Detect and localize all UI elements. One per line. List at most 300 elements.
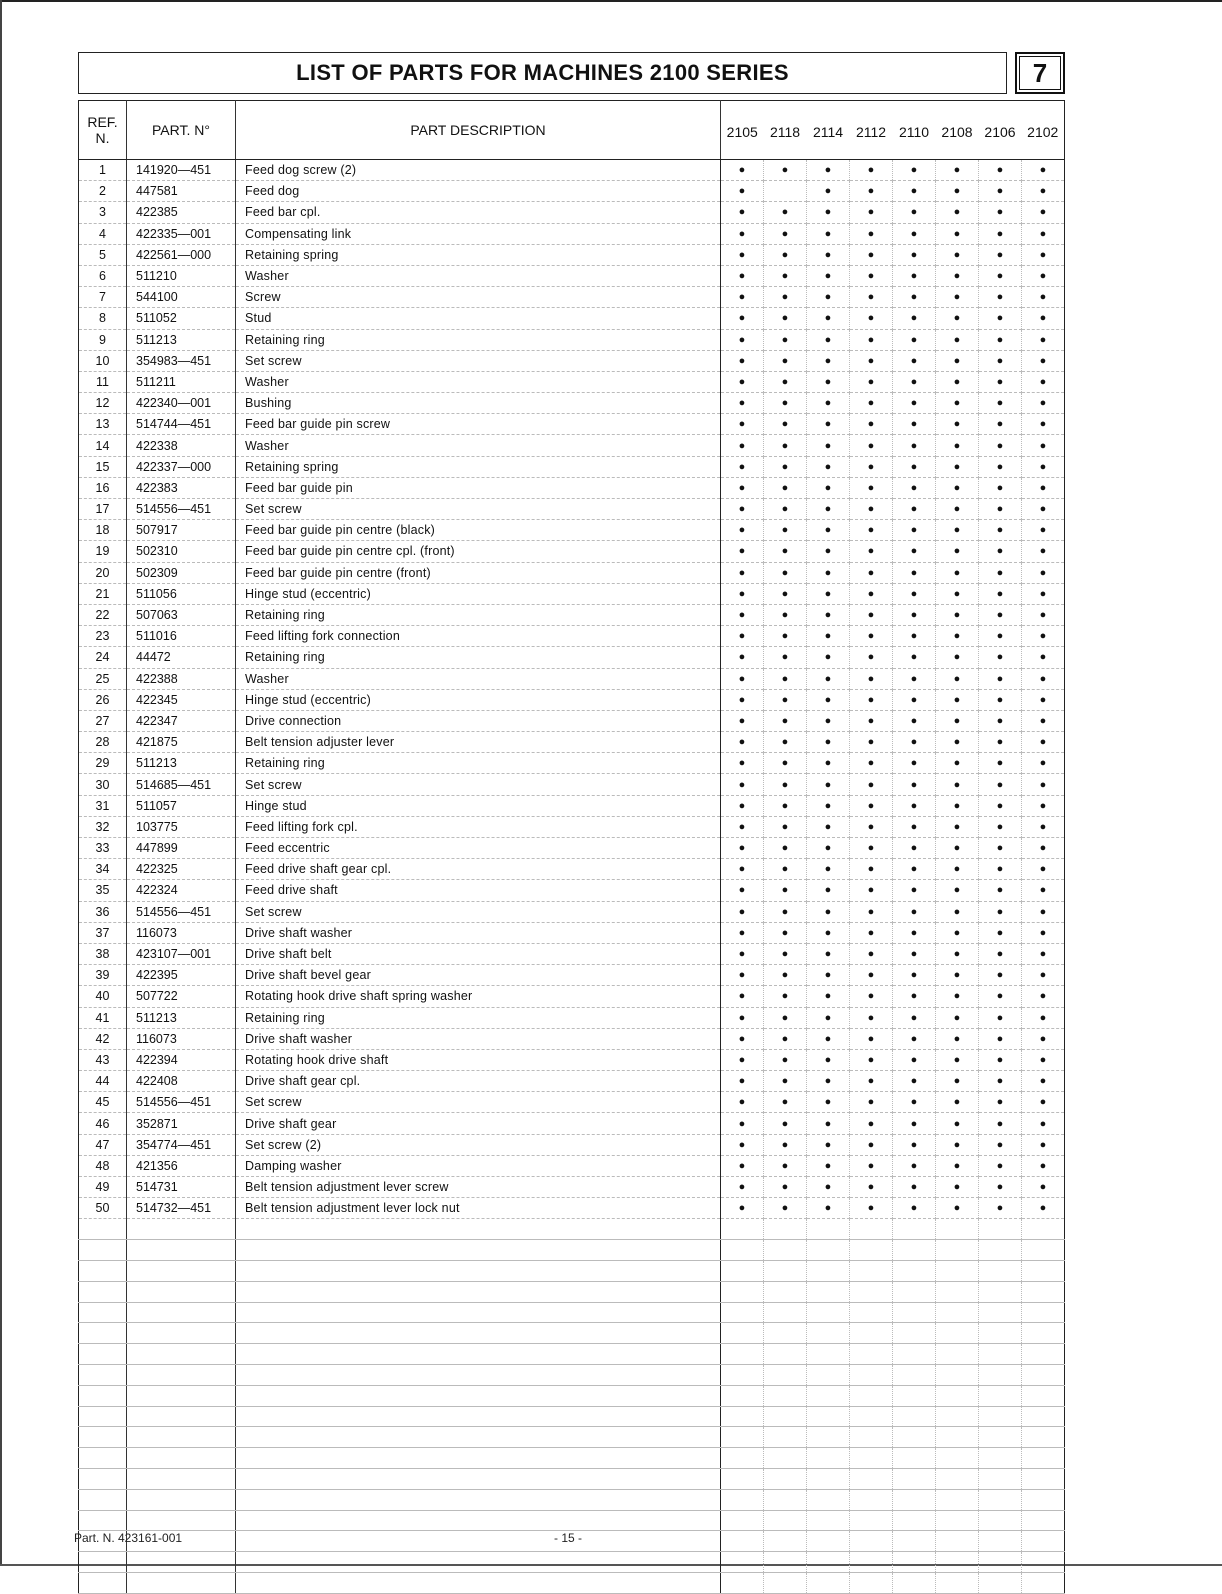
applicability-dot: ● bbox=[721, 1071, 764, 1092]
empty-cell bbox=[936, 1427, 979, 1448]
empty-cell bbox=[236, 1260, 721, 1281]
footer-page-number: - 15 - bbox=[554, 1531, 583, 1545]
applicability-dot: ● bbox=[721, 668, 764, 689]
description-cell: Damping washer bbox=[236, 1155, 721, 1176]
applicability-dot: ● bbox=[979, 880, 1022, 901]
empty-cell bbox=[79, 1323, 127, 1344]
applicability-dot: ● bbox=[893, 943, 936, 964]
empty-cell bbox=[764, 1468, 807, 1489]
applicability-dot: ● bbox=[850, 1028, 893, 1049]
table-row bbox=[79, 859, 1065, 880]
applicability-dot: ● bbox=[893, 244, 936, 265]
applicability-dot: ● bbox=[1022, 160, 1065, 181]
applicability-dot: ● bbox=[979, 393, 1022, 414]
part-number-cell: 447581 bbox=[127, 181, 236, 202]
applicability-dot: ● bbox=[764, 414, 807, 435]
table-row bbox=[79, 435, 1065, 456]
applicability-dot: ● bbox=[979, 181, 1022, 202]
part-number-cell: 421356 bbox=[127, 1155, 236, 1176]
applicability-dot: ● bbox=[893, 1134, 936, 1155]
ref-column-header bbox=[79, 101, 127, 160]
table-row bbox=[79, 1155, 1065, 1176]
empty-cell bbox=[79, 1448, 127, 1469]
applicability-dot: ● bbox=[893, 795, 936, 816]
applicability-dot: ● bbox=[807, 1071, 850, 1092]
applicability-dot: ● bbox=[979, 1049, 1022, 1070]
description-cell: Belt tension adjustment lever screw bbox=[236, 1177, 721, 1198]
applicability-dot: ● bbox=[979, 223, 1022, 244]
empty-cell bbox=[764, 1552, 807, 1573]
applicability-dot: ● bbox=[893, 499, 936, 520]
description-cell: Drive shaft gear bbox=[236, 1113, 721, 1134]
applicability-dot: ● bbox=[893, 1007, 936, 1028]
applicability-dot: ● bbox=[1022, 1007, 1065, 1028]
applicability-dot: ● bbox=[979, 838, 1022, 859]
applicability-dot: ● bbox=[1022, 371, 1065, 392]
applicability-dot: ● bbox=[807, 1113, 850, 1134]
table-row bbox=[79, 901, 1065, 922]
empty-cell bbox=[127, 1281, 236, 1302]
part-number-cell: 354774—451 bbox=[127, 1134, 236, 1155]
applicability-dot: ● bbox=[1022, 181, 1065, 202]
applicability-dot: ● bbox=[936, 1071, 979, 1092]
part-number-cell: 511056 bbox=[127, 583, 236, 604]
applicability-dot: ● bbox=[721, 1113, 764, 1134]
description-cell: Washer bbox=[236, 668, 721, 689]
applicability-dot: ● bbox=[764, 753, 807, 774]
table-row bbox=[79, 943, 1065, 964]
ref-cell: 18 bbox=[79, 520, 127, 541]
ref-cell: 46 bbox=[79, 1113, 127, 1134]
applicability-dot: ● bbox=[850, 943, 893, 964]
table-row bbox=[79, 1028, 1065, 1049]
applicability-dot: ● bbox=[1022, 1028, 1065, 1049]
empty-cell bbox=[979, 1468, 1022, 1489]
empty-cell bbox=[721, 1572, 764, 1593]
empty-table-row bbox=[79, 1385, 1065, 1406]
applicability-dot: ● bbox=[807, 774, 850, 795]
empty-cell bbox=[764, 1240, 807, 1261]
empty-cell bbox=[893, 1572, 936, 1593]
empty-cell bbox=[236, 1448, 721, 1469]
empty-cell bbox=[1022, 1260, 1065, 1281]
applicability-dot: ● bbox=[850, 244, 893, 265]
applicability-dot: ● bbox=[807, 414, 850, 435]
ref-cell: 41 bbox=[79, 1007, 127, 1028]
empty-cell bbox=[236, 1219, 721, 1240]
empty-cell bbox=[979, 1510, 1022, 1531]
applicability-dot: ● bbox=[979, 774, 1022, 795]
empty-cell bbox=[236, 1427, 721, 1448]
applicability-dot: ● bbox=[1022, 414, 1065, 435]
applicability-dot: ● bbox=[1022, 265, 1065, 286]
empty-cell bbox=[893, 1448, 936, 1469]
applicability-dot: ● bbox=[936, 1177, 979, 1198]
table-row bbox=[79, 732, 1065, 753]
applicability-dot: ● bbox=[1022, 986, 1065, 1007]
empty-cell bbox=[979, 1406, 1022, 1427]
applicability-dot: ● bbox=[807, 371, 850, 392]
empty-cell bbox=[1022, 1302, 1065, 1323]
table-row bbox=[79, 202, 1065, 223]
part-number-cell: 421875 bbox=[127, 732, 236, 753]
ref-cell: 9 bbox=[79, 329, 127, 350]
applicability-dot: ● bbox=[721, 816, 764, 837]
applicability-dot: ● bbox=[893, 350, 936, 371]
empty-cell bbox=[127, 1219, 236, 1240]
applicability-dot: ● bbox=[893, 859, 936, 880]
applicability-dot: ● bbox=[979, 265, 1022, 286]
applicability-dot: ● bbox=[721, 308, 764, 329]
part-number-cell: 511052 bbox=[127, 308, 236, 329]
empty-cell bbox=[1022, 1552, 1065, 1573]
empty-cell bbox=[893, 1406, 936, 1427]
applicability-dot: ● bbox=[979, 456, 1022, 477]
empty-table-row bbox=[79, 1448, 1065, 1469]
part-number-cell: 354983—451 bbox=[127, 350, 236, 371]
empty-cell bbox=[979, 1572, 1022, 1593]
empty-cell bbox=[979, 1489, 1022, 1510]
empty-cell bbox=[936, 1344, 979, 1365]
empty-cell bbox=[936, 1281, 979, 1302]
applicability-dot: ● bbox=[936, 774, 979, 795]
applicability-dot: ● bbox=[936, 393, 979, 414]
ref-cell: 45 bbox=[79, 1092, 127, 1113]
applicability-dot: ● bbox=[893, 626, 936, 647]
applicability-dot: ● bbox=[893, 562, 936, 583]
part-number-cell: 422337—000 bbox=[127, 456, 236, 477]
applicability-dot: ● bbox=[850, 477, 893, 498]
part-number-cell: 507722 bbox=[127, 986, 236, 1007]
empty-cell bbox=[721, 1240, 764, 1261]
empty-table-row bbox=[79, 1406, 1065, 1427]
applicability-dot: ● bbox=[893, 965, 936, 986]
empty-cell bbox=[850, 1302, 893, 1323]
model-column-header: 2114 bbox=[807, 101, 850, 160]
table-row bbox=[79, 1049, 1065, 1070]
applicability-dot: ● bbox=[850, 583, 893, 604]
ref-cell: 12 bbox=[79, 393, 127, 414]
applicability-dot: ● bbox=[764, 838, 807, 859]
applicability-dot: ● bbox=[1022, 1155, 1065, 1176]
empty-cell bbox=[979, 1427, 1022, 1448]
applicability-dot: ● bbox=[1022, 583, 1065, 604]
applicability-dot: ● bbox=[721, 541, 764, 562]
applicability-dot: ● bbox=[807, 181, 850, 202]
table-row bbox=[79, 753, 1065, 774]
applicability-dot: ● bbox=[807, 160, 850, 181]
applicability-dot: ● bbox=[850, 774, 893, 795]
applicability-dot: ● bbox=[936, 880, 979, 901]
part-number-cell: 116073 bbox=[127, 922, 236, 943]
part-number-cell: 514731 bbox=[127, 1177, 236, 1198]
applicability-dot: ● bbox=[807, 880, 850, 901]
description-cell: Set screw bbox=[236, 901, 721, 922]
empty-cell bbox=[127, 1552, 236, 1573]
part-number-cell: 511213 bbox=[127, 329, 236, 350]
applicability-dot: ● bbox=[893, 1155, 936, 1176]
empty-cell bbox=[79, 1385, 127, 1406]
empty-cell bbox=[236, 1302, 721, 1323]
ref-cell: 17 bbox=[79, 499, 127, 520]
applicability-dot: ● bbox=[721, 1092, 764, 1113]
empty-cell bbox=[893, 1302, 936, 1323]
applicability-dot: ● bbox=[936, 795, 979, 816]
applicability-dot: ● bbox=[1022, 668, 1065, 689]
empty-cell bbox=[850, 1344, 893, 1365]
applicability-dot: ● bbox=[1022, 774, 1065, 795]
empty-cell bbox=[721, 1448, 764, 1469]
applicability-dot: ● bbox=[979, 795, 1022, 816]
applicability-dot: ● bbox=[1022, 456, 1065, 477]
applicability-dot: ● bbox=[936, 668, 979, 689]
applicability-dot: ● bbox=[979, 943, 1022, 964]
ref-cell: 38 bbox=[79, 943, 127, 964]
applicability-dot: ● bbox=[850, 265, 893, 286]
applicability-dot: ● bbox=[764, 371, 807, 392]
applicability-dot: ● bbox=[1022, 329, 1065, 350]
model-column-header: 2102 bbox=[1022, 101, 1065, 160]
applicability-dot: ● bbox=[764, 710, 807, 731]
applicability-dot: ● bbox=[807, 1198, 850, 1219]
table-row bbox=[79, 499, 1065, 520]
empty-cell bbox=[127, 1364, 236, 1385]
empty-cell bbox=[721, 1281, 764, 1302]
empty-cell bbox=[721, 1531, 764, 1552]
applicability-dot: ● bbox=[1022, 393, 1065, 414]
table-row bbox=[79, 583, 1065, 604]
description-cell: Feed bar cpl. bbox=[236, 202, 721, 223]
applicability-dot: ● bbox=[893, 647, 936, 668]
applicability-dot: ● bbox=[764, 223, 807, 244]
ref-cell: 1 bbox=[79, 160, 127, 181]
applicability-dot: ● bbox=[979, 583, 1022, 604]
table-row bbox=[79, 1134, 1065, 1155]
applicability-dot: ● bbox=[979, 435, 1022, 456]
part-number-cell: 116073 bbox=[127, 1028, 236, 1049]
empty-cell bbox=[721, 1364, 764, 1385]
empty-cell bbox=[79, 1489, 127, 1510]
empty-cell bbox=[236, 1240, 721, 1261]
empty-cell bbox=[893, 1531, 936, 1552]
applicability-dot: ● bbox=[850, 181, 893, 202]
empty-cell bbox=[127, 1323, 236, 1344]
ref-cell: 30 bbox=[79, 774, 127, 795]
applicability-dot: ● bbox=[850, 922, 893, 943]
applicability-dot: ● bbox=[807, 1028, 850, 1049]
empty-cell bbox=[979, 1364, 1022, 1385]
applicability-dot: ● bbox=[979, 1177, 1022, 1198]
applicability-dot: ● bbox=[979, 732, 1022, 753]
applicability-dot: ● bbox=[807, 859, 850, 880]
applicability-dot: ● bbox=[1022, 795, 1065, 816]
empty-cell bbox=[236, 1281, 721, 1302]
applicability-dot: ● bbox=[721, 287, 764, 308]
applicability-dot: ● bbox=[764, 244, 807, 265]
applicability-dot: ● bbox=[807, 1177, 850, 1198]
ref-cell: 33 bbox=[79, 838, 127, 859]
applicability-dot: ● bbox=[1022, 1198, 1065, 1219]
title-box bbox=[78, 52, 1007, 94]
empty-cell bbox=[721, 1427, 764, 1448]
description-cell: Stud bbox=[236, 308, 721, 329]
empty-cell bbox=[764, 1344, 807, 1365]
empty-cell bbox=[764, 1531, 807, 1552]
applicability-dot: ● bbox=[936, 1155, 979, 1176]
empty-cell bbox=[807, 1531, 850, 1552]
ref-cell: 4 bbox=[79, 223, 127, 244]
part-number-cell: 422324 bbox=[127, 880, 236, 901]
applicability-dot: ● bbox=[807, 287, 850, 308]
applicability-dot: ● bbox=[807, 901, 850, 922]
applicability-dot: ● bbox=[850, 647, 893, 668]
applicability-dot: ● bbox=[850, 689, 893, 710]
applicability-dot: ● bbox=[807, 350, 850, 371]
ref-cell: 34 bbox=[79, 859, 127, 880]
part-number-cell: 511210 bbox=[127, 265, 236, 286]
empty-cell bbox=[1022, 1427, 1065, 1448]
description-cell: Feed bar guide pin centre (front) bbox=[236, 562, 721, 583]
applicability-dot: ● bbox=[850, 753, 893, 774]
applicability-dot: ● bbox=[850, 202, 893, 223]
ref-cell: 16 bbox=[79, 477, 127, 498]
empty-cell bbox=[979, 1448, 1022, 1469]
empty-cell bbox=[979, 1260, 1022, 1281]
empty-cell bbox=[127, 1510, 236, 1531]
applicability-dot: ● bbox=[721, 647, 764, 668]
part-number-cell: 514744—451 bbox=[127, 414, 236, 435]
applicability-dot: ● bbox=[850, 816, 893, 837]
empty-cell bbox=[850, 1468, 893, 1489]
empty-cell bbox=[850, 1364, 893, 1385]
applicability-dot: ● bbox=[764, 816, 807, 837]
applicability-dot: ● bbox=[893, 732, 936, 753]
empty-cell bbox=[850, 1572, 893, 1593]
applicability-dot: ● bbox=[850, 435, 893, 456]
empty-cell bbox=[936, 1406, 979, 1427]
applicability-dot: ● bbox=[807, 477, 850, 498]
empty-cell bbox=[979, 1323, 1022, 1344]
applicability-dot: ● bbox=[850, 1134, 893, 1155]
empty-cell bbox=[807, 1572, 850, 1593]
empty-cell bbox=[1022, 1572, 1065, 1593]
applicability-dot: ● bbox=[721, 520, 764, 541]
applicability-dot: ● bbox=[979, 986, 1022, 1007]
applicability-dot: ● bbox=[850, 668, 893, 689]
empty-cell bbox=[127, 1427, 236, 1448]
table-row bbox=[79, 604, 1065, 625]
applicability-dot: ● bbox=[764, 350, 807, 371]
table-row bbox=[79, 181, 1065, 202]
empty-cell bbox=[807, 1344, 850, 1365]
ref-cell: 21 bbox=[79, 583, 127, 604]
applicability-dot: ● bbox=[893, 816, 936, 837]
part-number-cell: 511057 bbox=[127, 795, 236, 816]
applicability-dot: ● bbox=[893, 308, 936, 329]
applicability-dot: ● bbox=[1022, 435, 1065, 456]
applicability-dot: ● bbox=[1022, 880, 1065, 901]
table-row bbox=[79, 1092, 1065, 1113]
applicability-dot: ● bbox=[850, 562, 893, 583]
applicability-dot: ● bbox=[721, 329, 764, 350]
applicability-dot: ● bbox=[979, 922, 1022, 943]
applicability-dot: ● bbox=[850, 1113, 893, 1134]
empty-cell bbox=[127, 1260, 236, 1281]
applicability-dot: ● bbox=[979, 668, 1022, 689]
empty-cell bbox=[1022, 1344, 1065, 1365]
ref-cell: 2 bbox=[79, 181, 127, 202]
part-number-cell: 422383 bbox=[127, 477, 236, 498]
applicability-dot: ● bbox=[850, 499, 893, 520]
applicability-dot: ● bbox=[850, 520, 893, 541]
description-cell: Feed eccentric bbox=[236, 838, 721, 859]
applicability-dot: ● bbox=[979, 308, 1022, 329]
applicability-dot: ● bbox=[1022, 520, 1065, 541]
empty-cell bbox=[764, 1510, 807, 1531]
description-cell: Feed dog screw (2) bbox=[236, 160, 721, 181]
ref-cell: 22 bbox=[79, 604, 127, 625]
applicability-dot: ● bbox=[807, 626, 850, 647]
applicability-dot: ● bbox=[1022, 922, 1065, 943]
applicability-dot: ● bbox=[721, 689, 764, 710]
applicability-dot: ● bbox=[850, 838, 893, 859]
description-cell: Retaining ring bbox=[236, 753, 721, 774]
applicability-dot: ● bbox=[979, 1092, 1022, 1113]
applicability-dot: ● bbox=[979, 626, 1022, 647]
applicability-dot: ● bbox=[850, 901, 893, 922]
applicability-dot: ● bbox=[979, 202, 1022, 223]
applicability-dot: ● bbox=[979, 689, 1022, 710]
applicability-dot: ● bbox=[721, 181, 764, 202]
applicability-dot: ● bbox=[807, 1092, 850, 1113]
applicability-dot: ● bbox=[1022, 499, 1065, 520]
applicability-dot: ● bbox=[936, 710, 979, 731]
empty-cell bbox=[764, 1448, 807, 1469]
description-cell: Washer bbox=[236, 435, 721, 456]
empty-table-row bbox=[79, 1344, 1065, 1365]
empty-cell bbox=[236, 1468, 721, 1489]
description-cell: Hinge stud (eccentric) bbox=[236, 583, 721, 604]
applicability-dot: ● bbox=[936, 1113, 979, 1134]
empty-cell bbox=[936, 1240, 979, 1261]
applicability-dot: ● bbox=[893, 477, 936, 498]
description-cell: Feed drive shaft bbox=[236, 880, 721, 901]
empty-cell bbox=[236, 1572, 721, 1593]
empty-cell bbox=[936, 1448, 979, 1469]
empty-cell bbox=[764, 1406, 807, 1427]
description-cell: Feed bar guide pin screw bbox=[236, 414, 721, 435]
description-cell: Retaining spring bbox=[236, 456, 721, 477]
applicability-dot: ● bbox=[764, 499, 807, 520]
empty-table-row bbox=[79, 1552, 1065, 1573]
applicability-dot: ● bbox=[936, 541, 979, 562]
applicability-dot: ● bbox=[807, 753, 850, 774]
applicability-dot: ● bbox=[721, 350, 764, 371]
applicability-dot: ● bbox=[893, 901, 936, 922]
empty-cell bbox=[807, 1281, 850, 1302]
table-row bbox=[79, 520, 1065, 541]
part-number-cell: 141920—451 bbox=[127, 160, 236, 181]
ref-header-line2: N. bbox=[95, 130, 110, 146]
empty-cell bbox=[1022, 1489, 1065, 1510]
empty-cell bbox=[979, 1344, 1022, 1365]
empty-cell bbox=[936, 1219, 979, 1240]
applicability-dot: ● bbox=[807, 965, 850, 986]
applicability-dot: ● bbox=[721, 604, 764, 625]
model-column-header: 2118 bbox=[764, 101, 807, 160]
applicability-dot: ● bbox=[764, 265, 807, 286]
empty-cell bbox=[127, 1302, 236, 1323]
